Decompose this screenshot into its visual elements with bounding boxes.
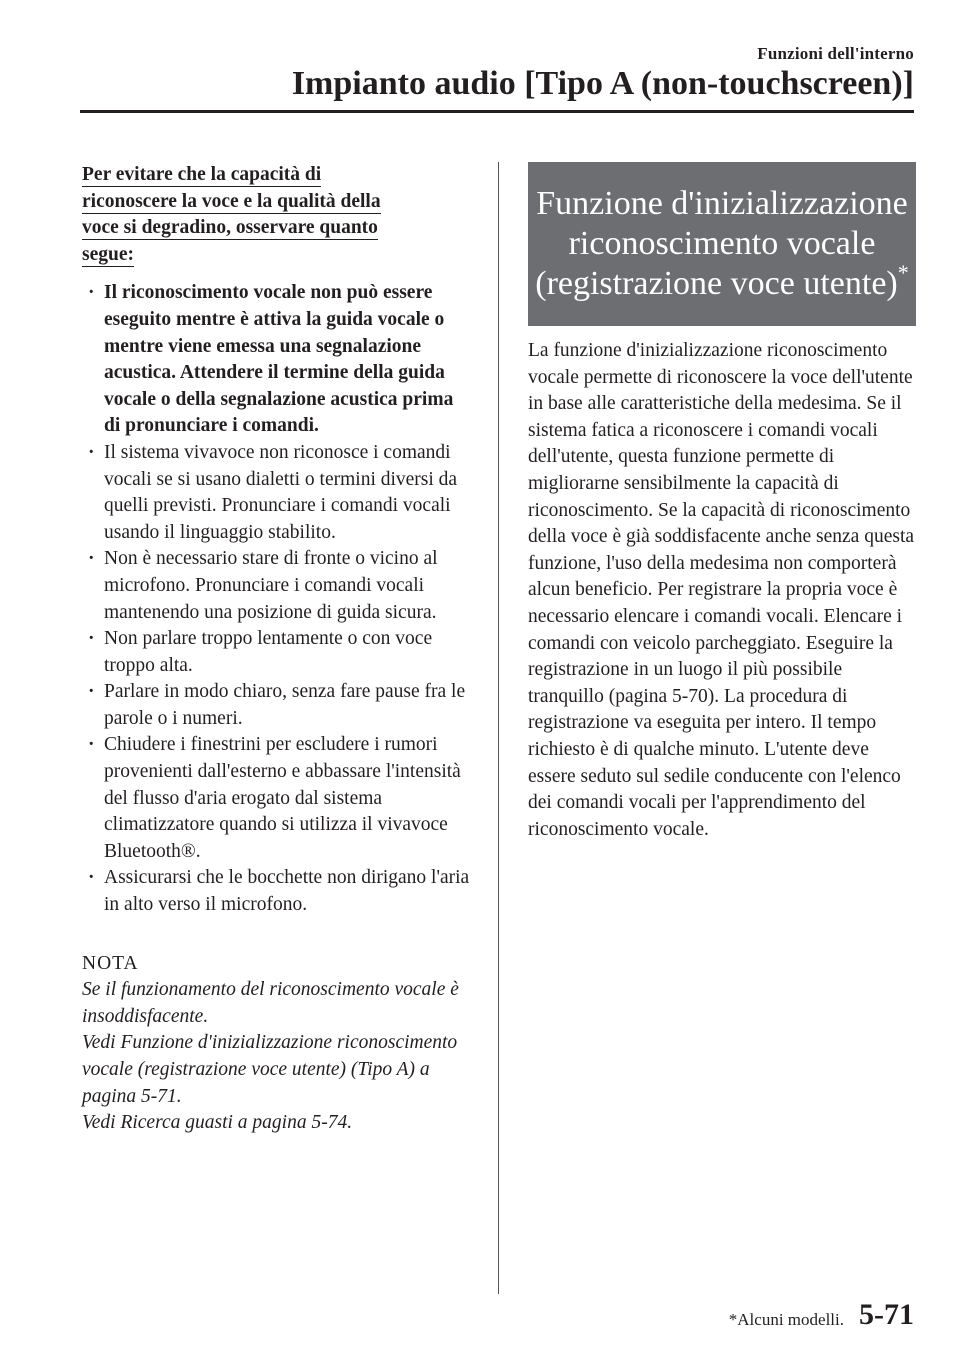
- list-item: · Il sistema vivavoce non riconosce i comandi vocali se si usano dialetti o termini diversi da quelli previsti. Pronunciare i comandi vocali usando il linguaggio stabilito.: [82, 440, 474, 546]
- section-body: La funzione d'inizializzazione riconoscimento vocale permette di riconoscere la voce dell'utente in base alle caratteristiche della medesima. Se il sistema fatica a riconoscere i comandi vocali dell'utente, questa funzione permette di migliorarne sensibilmente la capacità di riconoscimento. Se la capacità di riconoscimento della voce è già soddisfacente anche senza questa funzione, l'uso della medesima non comporterà alcun beneficio. Per registrare la propria voce è necessario elencare i comandi vocali. Elencare i comandi con veicolo parcheggiato. Eseguire la registrazione in un luogo il più possibile tranquillo (pagina 5-70). La procedura di registrazione va eseguita per intero. Il tempo richiesto è di qualche minuto. L'utente deve essere seduto sul sedile conducente con l'elenco dei comandi vocali per l'apprendimento del riconoscimento vocale.: [528, 340, 915, 840]
- chapter-title: Funzioni dell'interno: [757, 44, 914, 63]
- list-item: · Il riconoscimento vocale non può essere eseguito mentre è attiva la guida vocale o mentre viene emessa una segnalazione acustica. Attendere il termine della guida vocale o della segnalazione acustica prima di pronunciare i comandi.: [82, 280, 474, 440]
- list-item: · Assicurarsi che le bocchette non dirigano l'aria in alto verso il microfono.: [82, 865, 474, 918]
- intro-line-2: riconoscere la voce e la qualità della: [82, 190, 381, 212]
- list-item: · Parlare in modo chiaro, senza fare pause fra le parole o i numeri.: [82, 679, 474, 732]
- intro-line-3: voce si degradino, osservare quanto: [82, 217, 378, 239]
- left-column: [82, 162, 474, 1137]
- tips-list: [82, 280, 474, 918]
- intro-line-4: segue:: [82, 243, 134, 265]
- note-line: Vedi Ricerca guasti a pagina 5-74.: [82, 1112, 353, 1134]
- section-heading-text: Funzione d'inizializzazione riconoscimento vocale (registrazione voce utente): [535, 185, 908, 302]
- intro-heading: [82, 162, 432, 268]
- footnote: *Alcuni modelli.: [728, 1310, 844, 1329]
- optional-feature-mark: *: [897, 260, 909, 285]
- note-block: [82, 951, 474, 1137]
- column-divider: [498, 162, 499, 1294]
- list-item: · Non è necessario stare di fronte o vicino al microfono. Pronunciare i comandi vocali mantenendo una posizione di guida sicura.: [82, 546, 474, 626]
- list-item: · Non parlare troppo lentamente o con voce troppo alta.: [82, 626, 474, 679]
- note-line: Se il funzionamento del riconoscimento vocale è insoddisfacente.: [82, 979, 459, 1027]
- list-item: · Chiudere i finestrini per escludere i rumori provenienti dall'esterno e abbassare l'intensità del flusso d'aria erogato dal sistema climatizzatore quando si utilizza il vivavoce Bluetooth®.: [82, 732, 474, 865]
- page-number: 5-71: [859, 1298, 914, 1331]
- intro-line-1: Per evitare che la capacità di: [82, 164, 322, 185]
- note-label: NOTA: [82, 952, 139, 974]
- section-heading: [532, 184, 912, 304]
- header-rule: [80, 110, 914, 113]
- note-line: Vedi Funzione d'inizializzazione riconoscimento vocale (registrazione voce utente) (Tipo A) a pagina 5-71.: [82, 1032, 458, 1107]
- section-heading-box: [528, 162, 916, 326]
- page-title: Impianto audio [Tipo A (non-touchscreen)]: [291, 65, 914, 102]
